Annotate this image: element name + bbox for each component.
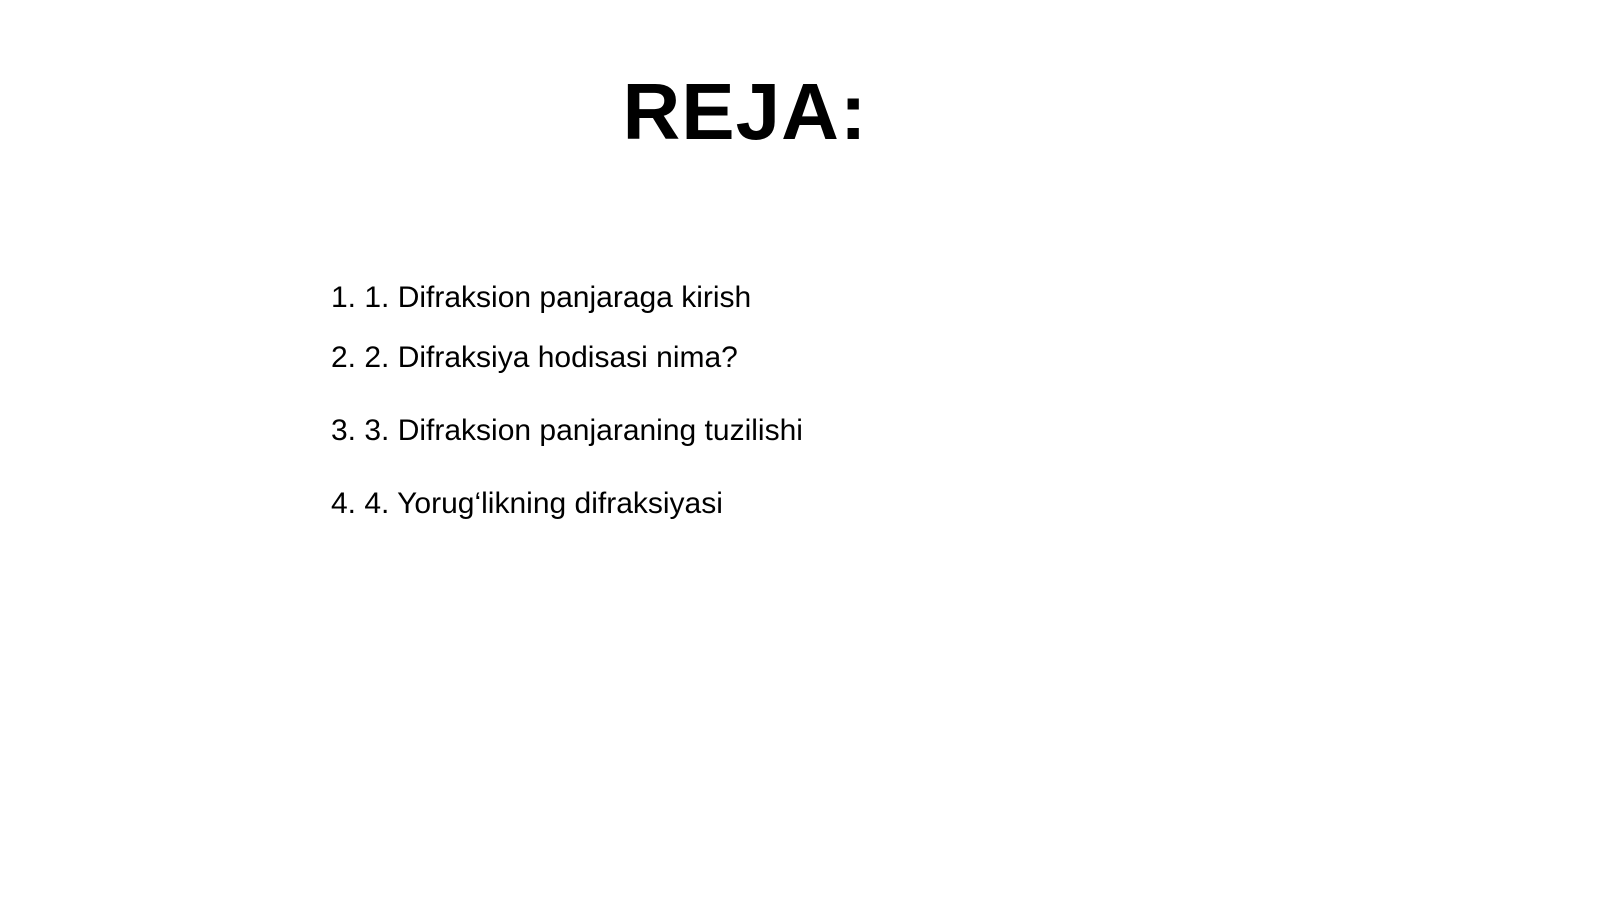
agenda-item: [331, 413, 803, 449]
agenda-item-text: 3. Difraksion panjaraning tuzilishi: [364, 414, 803, 447]
agenda-item: [331, 280, 751, 316]
agenda-item: [331, 340, 738, 376]
agenda-item-number: 3.: [331, 414, 365, 447]
agenda-item-text: 2. Difraksiya hodisasi nima?: [364, 341, 738, 374]
agenda-item-number: 2.: [331, 341, 365, 374]
agenda-item-number: 1.: [331, 281, 365, 314]
agenda-item: [331, 486, 723, 522]
agenda-item-text: 1. Difraksion panjaraga kirish: [364, 281, 752, 314]
slide-title: REJA:: [622, 67, 868, 156]
agenda-item-text: 4. Yorug‘likning difraksiyasi: [364, 487, 723, 520]
agenda-item-number: 4.: [331, 487, 365, 520]
